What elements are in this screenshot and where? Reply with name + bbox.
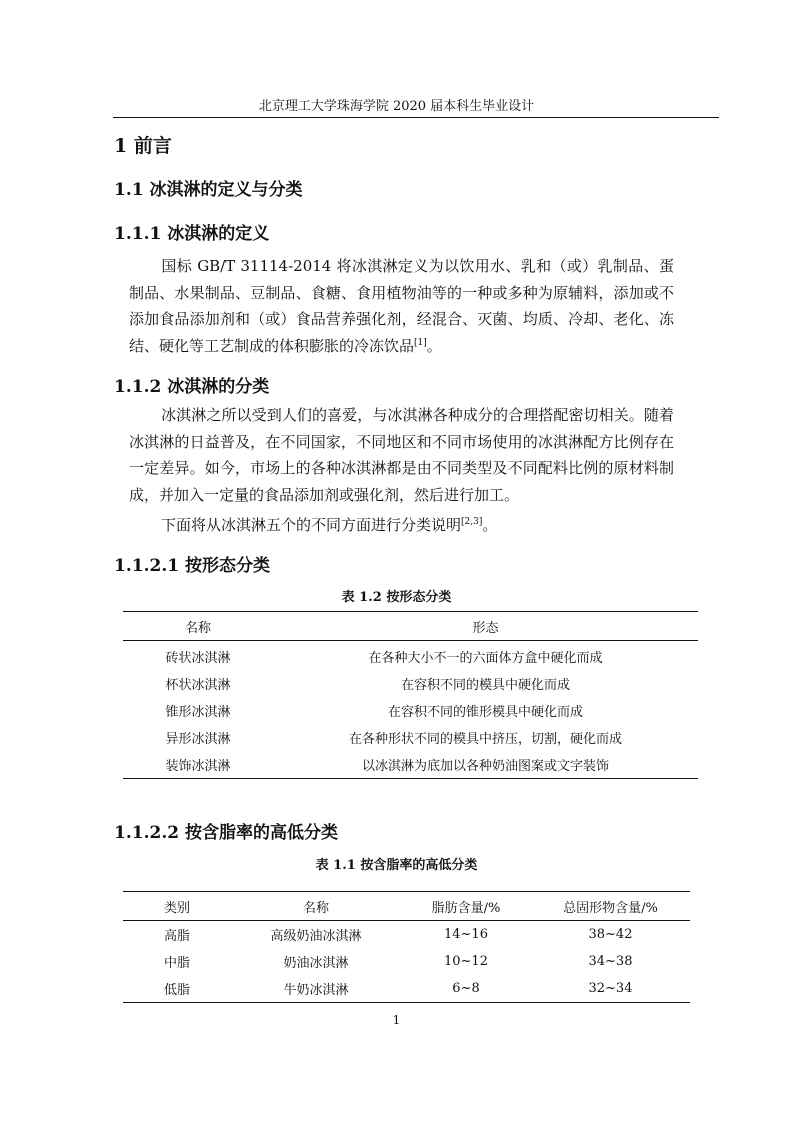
column-header-solids: 总固形物含量/%: [531, 892, 690, 921]
table-cell: 10~12: [444, 954, 488, 969]
column-header-name: 名称: [231, 892, 401, 921]
table-row: [123, 670, 698, 697]
citation-1: [1]: [414, 337, 427, 348]
page-number: 1: [392, 1013, 401, 1027]
table-row: [123, 697, 698, 724]
section-heading: 1.1 冰淇淋的定义与分类: [114, 180, 303, 200]
page-header: 北京理工大学珠海学院 2020 届本科生毕业设计: [258, 99, 535, 114]
table-cell: 砖状冰淇淋: [165, 651, 231, 666]
table-cell: 装饰冰淇淋: [165, 759, 231, 774]
table-cell: 6~8: [452, 981, 480, 996]
table-caption-fat: 表 1.1 按含脂率的高低分类: [315, 858, 478, 873]
table-cell: 在容积不同的模具中硬化而成: [400, 678, 570, 693]
table-caption-shape: 表 1.2 按形态分类: [341, 590, 452, 605]
table-cell: 14~16: [444, 927, 488, 942]
table-row: [123, 921, 690, 949]
column-header-name: 名称: [123, 612, 273, 641]
table-cell: 异形冰淇淋: [165, 732, 231, 747]
table-cell: 34~38: [588, 954, 633, 969]
subsection-heading-classification: 1.1.2 冰淇淋的分类: [114, 377, 270, 397]
table-cell: 高级奶油冰淇淋: [270, 929, 362, 944]
fat-classification-table: [123, 891, 690, 1003]
table-cell: 锥形冰淇淋: [165, 705, 231, 720]
definition-paragraph: [129, 253, 674, 359]
column-header-fat: 脂肪含量/%: [401, 892, 531, 921]
table-cell: 杯状冰淇淋: [165, 678, 231, 693]
table-cell: 在容积不同的锥形模具中硬化而成: [387, 705, 583, 720]
table-row: [123, 975, 690, 1003]
classification-paragraph: [129, 402, 674, 508]
intro-paragraph: [129, 512, 674, 539]
definition-end: 。: [426, 336, 442, 355]
table-row: [123, 948, 690, 975]
subsubsection-heading-fat: 1.1.2.2 按含脂率的高低分类: [114, 823, 338, 843]
table-cell: 38~42: [588, 927, 633, 942]
table-cell: 在各种大小不一的六面体方盒中硬化而成: [368, 651, 603, 666]
classification-text: 冰淇淋之所以受到人们的喜爱，与冰淇淋各种成分的合理搭配密切相关。随着冰淇淋的日益普及，在不同国家，不同地区和不同市场使用的冰淇淋配方比例存在一定差异。如今，市场上的各种冰淇淋都是由不同类型及不同配料比例的原材料制成，并加入一定量的食品添加剂或强化剂，然后进行加工。: [129, 406, 674, 504]
table-cell: 低脂: [163, 983, 190, 998]
subsection-heading-definition: 1.1.1 冰淇淋的定义: [114, 224, 270, 244]
intro-text: 下面将从冰淇淋五个的不同方面进行分类说明: [161, 516, 462, 534]
table-cell: 以冰淇淋为底加以各种奶油图案或文字装饰: [361, 759, 609, 774]
citation-2-3: [2,3]: [461, 517, 483, 527]
definition-text: 国标 GB/T 31114-2014 将冰淇淋定义为以饮用水、乳和（或）乳制品、蛋制品、水果制品、豆制品、食糖、食用植物油等的一种或多种为原辅料，添加或不添加食品添加剂和（或）食品营养强化剂，经混合、灭菌、均质、冷却、老化、冻结、硬化等工艺制成的体积膨胀的冷冻饮品: [129, 257, 674, 355]
table-cell: 牛奶冰淇淋: [283, 983, 349, 998]
shape-classification-table: [123, 611, 698, 779]
column-header-shape: 形态: [273, 612, 698, 641]
table-cell: 32~34: [588, 981, 633, 996]
header-rule: [113, 117, 719, 118]
table-row: [123, 641, 698, 671]
column-header-category: 类别: [123, 892, 231, 921]
subsubsection-heading-shape: 1.1.2.1 按形态分类: [114, 556, 270, 576]
table-cell: 在各种形状不同的模具中挤压，切割，硬化而成: [348, 732, 622, 747]
chapter-heading: 1 前言: [114, 135, 172, 157]
table-cell: 中脂: [163, 956, 190, 971]
table-cell: 奶油冰淇淋: [283, 956, 349, 971]
table-row: [123, 751, 698, 779]
table-row: [123, 724, 698, 751]
table-cell: 高脂: [163, 929, 190, 944]
intro-end: 。: [482, 516, 498, 534]
